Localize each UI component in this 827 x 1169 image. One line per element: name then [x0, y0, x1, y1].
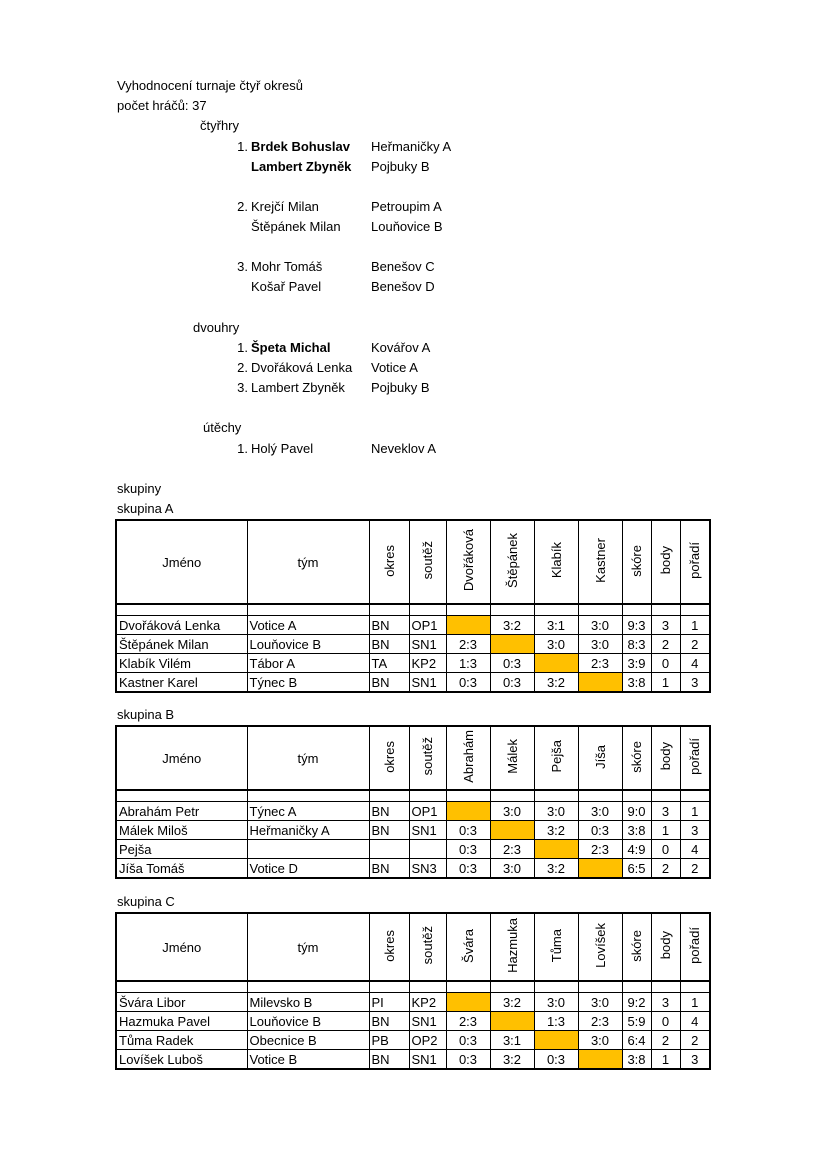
header-score [622, 913, 651, 981]
place-rank: 3. [237, 259, 248, 274]
header-score-text: skóre [629, 740, 644, 773]
cell-district [369, 840, 409, 859]
header-opponent-text: Tůma [548, 928, 564, 963]
header-opponent-text: Štěpánek [504, 533, 520, 588]
header-district-text: okres [381, 929, 397, 962]
cell-points: 1 [651, 1050, 680, 1070]
cell-score: 6:5 [622, 859, 651, 879]
document-title: Vyhodnocení turnaje čtyř okresů [117, 78, 303, 93]
cell-league: SN1 [409, 635, 446, 654]
cell-result: 3:2 [490, 1050, 534, 1070]
header-name-text: Jméno [162, 939, 202, 955]
cell-score: 3:8 [622, 821, 651, 840]
table-row [116, 654, 710, 673]
cell-self [534, 840, 578, 859]
cell-result: 3:2 [490, 993, 534, 1012]
header-team [247, 520, 369, 604]
cell-result: 0:3 [446, 859, 490, 879]
cell-team: Louňovice B [247, 635, 369, 654]
table-row [116, 673, 710, 693]
cell-result: 3:0 [534, 993, 578, 1012]
cell-result: 3:0 [578, 635, 622, 654]
cell-points: 2 [651, 1031, 680, 1050]
header-name [116, 913, 247, 981]
place-rank: 1. [237, 441, 248, 456]
header-district [369, 726, 409, 790]
header-points-text: body [658, 546, 673, 575]
cell-result: 3:0 [490, 859, 534, 879]
table-row [116, 993, 710, 1012]
doubles-heading: čtyřhry [200, 118, 239, 133]
header-points-text: body [658, 742, 673, 771]
cell-rank: 2 [680, 859, 710, 879]
table-row [116, 802, 710, 821]
cell-points: 3 [651, 993, 680, 1012]
table-row [116, 1050, 710, 1070]
cell-team: Týnec A [247, 802, 369, 821]
player-name: Brdek Bohuslav [251, 139, 350, 154]
cell-district: BN [369, 821, 409, 840]
cell-self [578, 859, 622, 879]
cell-team: Louňovice B [247, 1012, 369, 1031]
cell-result: 3:0 [578, 616, 622, 635]
cell-result: 3:1 [534, 616, 578, 635]
header-opponent-text: Pejša [548, 740, 564, 773]
cell-result: 0:3 [446, 821, 490, 840]
cell-district: PB [369, 1031, 409, 1050]
cell-team: Heřmaničky A [247, 821, 369, 840]
cell-rank: 4 [680, 840, 710, 859]
cell-name: Tůma Radek [116, 1031, 247, 1050]
cell-self [490, 1012, 534, 1031]
header-opponent-text: Málek [504, 739, 520, 774]
cell-team: Votice B [247, 1050, 369, 1070]
cell-points: 3 [651, 802, 680, 821]
header-district-text: okres [381, 740, 397, 773]
cell-score: 6:4 [622, 1031, 651, 1050]
cell-score: 3:9 [622, 654, 651, 673]
place-rank: 1. [237, 340, 248, 355]
header-score [622, 726, 651, 790]
cell-team: Obecnice B [247, 1031, 369, 1050]
cell-result: 0:3 [490, 654, 534, 673]
cell-name: Štěpánek Milan [116, 635, 247, 654]
cell-rank: 3 [680, 673, 710, 693]
table-row [116, 840, 710, 859]
header-league-text: soutěž [420, 926, 435, 965]
cell-result: 3:0 [578, 1031, 622, 1050]
cell-result: 2:3 [578, 1012, 622, 1031]
player-name: Holý Pavel [251, 441, 314, 456]
header-league [409, 913, 446, 981]
cell-self [446, 802, 490, 821]
header-opponent [578, 726, 622, 790]
player-team: Benešov C [371, 259, 435, 274]
doubles-place-2 [232, 199, 442, 215]
header-name-text: Jméno [162, 554, 202, 570]
cell-league: SN1 [409, 1012, 446, 1031]
cell-points: 1 [651, 673, 680, 693]
header-opponent [534, 726, 578, 790]
cell-score: 3:8 [622, 1050, 651, 1070]
cell-result: 0:3 [490, 673, 534, 693]
header-team [247, 726, 369, 790]
player-team: Pojbuky B [371, 380, 430, 395]
cell-rank: 3 [680, 821, 710, 840]
cell-result: 3:0 [578, 802, 622, 821]
cell-score: 9:3 [622, 616, 651, 635]
player-count: počet hráčů: 37 [117, 98, 207, 113]
cell-name: Málek Miloš [116, 821, 247, 840]
cell-result: 3:2 [534, 859, 578, 879]
header-opponent [490, 913, 534, 981]
header-team-text: tým [297, 939, 319, 955]
cell-result: 3:0 [534, 802, 578, 821]
cell-district: BN [369, 1012, 409, 1031]
player-name: Špeta Michal [251, 340, 331, 355]
header-league [409, 726, 446, 790]
cell-score: 8:3 [622, 635, 651, 654]
cell-self [446, 616, 490, 635]
header-rank-text: pořadí [687, 927, 703, 964]
player-name: Lambert Zbyněk [251, 380, 345, 395]
header-points-text: body [658, 931, 673, 960]
cell-league: KP2 [409, 654, 446, 673]
group-a-label: skupina A [117, 501, 174, 516]
header-opponent-text: Švára [460, 928, 476, 963]
cell-name: Švára Libor [116, 993, 247, 1012]
cell-points: 3 [651, 616, 680, 635]
place-rank: 2. [237, 199, 248, 214]
cell-rank: 2 [680, 1031, 710, 1050]
header-opponent-text: Hazmuka [504, 918, 520, 973]
header-opponent-text: Jíša [592, 744, 608, 769]
table-row [116, 821, 710, 840]
cell-result: 3:0 [534, 635, 578, 654]
player-team: Benešov D [371, 279, 435, 294]
cell-team: Týnec B [247, 673, 369, 693]
cell-score: 3:8 [622, 673, 651, 693]
group-c-label: skupina C [117, 894, 175, 909]
player-name: Mohr Tomáš [251, 259, 323, 274]
cell-self [490, 635, 534, 654]
table-row [116, 1012, 710, 1031]
header-opponent [446, 520, 490, 604]
cell-self [534, 1031, 578, 1050]
cell-team: Votice A [247, 616, 369, 635]
cell-league [409, 840, 446, 859]
cell-district: BN [369, 673, 409, 693]
cell-team: Tábor A [247, 654, 369, 673]
cell-rank: 1 [680, 993, 710, 1012]
header-row [116, 726, 710, 790]
header-district [369, 913, 409, 981]
group-b-table [115, 725, 711, 879]
header-opponent [490, 726, 534, 790]
cell-team: Votice D [247, 859, 369, 879]
header-district [369, 520, 409, 604]
header-points [651, 726, 680, 790]
cell-team: Milevsko B [247, 993, 369, 1012]
header-name-text: Jméno [162, 750, 202, 766]
cell-self [578, 673, 622, 693]
player-team: Pojbuky B [371, 159, 430, 174]
player-name: Košař Pavel [251, 279, 322, 294]
cell-self [578, 1050, 622, 1070]
cell-points: 2 [651, 635, 680, 654]
cell-result: 2:3 [446, 635, 490, 654]
header-opponent [578, 913, 622, 981]
cell-league: SN1 [409, 821, 446, 840]
player-name: Krejčí Milan [251, 199, 319, 214]
table-row [116, 635, 710, 654]
header-name [116, 520, 247, 604]
cell-district: PI [369, 993, 409, 1012]
player-team: Louňovice B [371, 219, 443, 234]
header-opponent-text: Lovíšek [592, 923, 608, 968]
groups-heading: skupiny [117, 481, 162, 496]
cell-league: OP1 [409, 616, 446, 635]
cell-points: 1 [651, 821, 680, 840]
place-rank: 3. [237, 380, 248, 395]
player-team: Neveklov A [371, 441, 437, 456]
header-rank [680, 726, 710, 790]
cell-score: 9:2 [622, 993, 651, 1012]
cell-result: 3:2 [534, 673, 578, 693]
cell-league: SN1 [409, 1050, 446, 1070]
header-league [409, 520, 446, 604]
header-opponent-text: Abrahám [460, 730, 476, 783]
header-score-text: skóre [629, 544, 644, 577]
cell-district: TA [369, 654, 409, 673]
cell-result: 3:2 [534, 821, 578, 840]
cell-result: 0:3 [578, 821, 622, 840]
header-name [116, 726, 247, 790]
player-name: Štěpánek Milan [251, 219, 341, 234]
header-rank-text: pořadí [687, 542, 703, 579]
singles-place-2 [232, 360, 418, 376]
header-league-text: soutěž [420, 737, 435, 776]
group-c-table [115, 912, 711, 1070]
cell-result: 0:3 [446, 673, 490, 693]
cell-name: Lovíšek Luboš [116, 1050, 247, 1070]
singles-place-1 [232, 340, 431, 356]
player-name: Dvořáková Lenka [251, 360, 353, 375]
header-opponent [578, 520, 622, 604]
cell-result: 3:0 [578, 993, 622, 1012]
place-rank: 2. [237, 360, 248, 375]
cell-rank: 1 [680, 616, 710, 635]
cell-name: Jíša Tomáš [116, 859, 247, 879]
cell-rank: 3 [680, 1050, 710, 1070]
singles-place-3 [232, 380, 430, 396]
consolation-place-1 [232, 441, 437, 457]
header-district-text: okres [381, 544, 397, 577]
header-opponent [446, 913, 490, 981]
cell-points: 0 [651, 654, 680, 673]
cell-result: 2:3 [490, 840, 534, 859]
header-rank [680, 520, 710, 604]
header-points [651, 913, 680, 981]
cell-rank: 1 [680, 802, 710, 821]
player-name: Lambert Zbyněk [251, 159, 352, 174]
cell-league: OP1 [409, 802, 446, 821]
header-row [116, 520, 710, 604]
cell-team [247, 840, 369, 859]
consolation-heading: útěchy [203, 420, 242, 435]
header-team-text: tým [297, 750, 319, 766]
cell-league: KP2 [409, 993, 446, 1012]
header-score-text: skóre [629, 929, 644, 962]
doubles-place-1 [232, 139, 452, 155]
cell-district: BN [369, 635, 409, 654]
cell-result: 3:2 [490, 616, 534, 635]
cell-result: 3:1 [490, 1031, 534, 1050]
header-score [622, 520, 651, 604]
cell-district: BN [369, 616, 409, 635]
header-opponent [534, 913, 578, 981]
cell-rank: 4 [680, 1012, 710, 1031]
cell-district: BN [369, 859, 409, 879]
header-opponent [446, 726, 490, 790]
cell-result: 0:3 [446, 840, 490, 859]
cell-rank: 4 [680, 654, 710, 673]
cell-result: 2:3 [446, 1012, 490, 1031]
doubles-place-3 [232, 259, 435, 275]
cell-rank: 2 [680, 635, 710, 654]
header-row [116, 913, 710, 981]
cell-result: 0:3 [446, 1031, 490, 1050]
header-opponent [490, 520, 534, 604]
player-team: Heřmaničky A [371, 139, 452, 154]
cell-self [446, 993, 490, 1012]
cell-name: Dvořáková Lenka [116, 616, 247, 635]
cell-name: Abrahám Petr [116, 802, 247, 821]
cell-result: 0:3 [446, 1050, 490, 1070]
header-opponent-text: Klabík [548, 542, 564, 579]
header-rank-text: pořadí [687, 738, 703, 775]
cell-points: 2 [651, 859, 680, 879]
cell-district: BN [369, 802, 409, 821]
header-rank [680, 913, 710, 981]
cell-self [490, 821, 534, 840]
cell-name: Hazmuka Pavel [116, 1012, 247, 1031]
cell-league: SN3 [409, 859, 446, 879]
group-a-table [115, 519, 711, 693]
cell-result: 1:3 [446, 654, 490, 673]
player-team: Kovářov A [371, 340, 431, 355]
cell-result: 3:0 [490, 802, 534, 821]
header-points [651, 520, 680, 604]
player-team: Petroupim A [371, 199, 442, 214]
cell-name: Pejša [116, 840, 247, 859]
cell-points: 0 [651, 840, 680, 859]
header-opponent-text: Kastner [592, 538, 608, 583]
cell-self [534, 654, 578, 673]
cell-result: 2:3 [578, 840, 622, 859]
place-rank: 1. [237, 139, 248, 154]
header-team [247, 913, 369, 981]
cell-league: SN1 [409, 673, 446, 693]
cell-district: BN [369, 1050, 409, 1070]
player-team: Votice A [371, 360, 418, 375]
cell-name: Kastner Karel [116, 673, 247, 693]
header-league-text: soutěž [420, 541, 435, 580]
cell-score: 5:9 [622, 1012, 651, 1031]
table-row [116, 1031, 710, 1050]
singles-heading: dvouhry [193, 320, 240, 335]
header-opponent-text: Dvořáková [460, 529, 476, 592]
header-opponent [534, 520, 578, 604]
table-row [116, 616, 710, 635]
cell-score: 9:0 [622, 802, 651, 821]
cell-points: 0 [651, 1012, 680, 1031]
cell-result: 1:3 [534, 1012, 578, 1031]
header-team-text: tým [297, 554, 319, 570]
cell-result: 0:3 [534, 1050, 578, 1070]
group-b-label: skupina B [117, 707, 175, 722]
table-row [116, 859, 710, 879]
cell-name: Klabík Vilém [116, 654, 247, 673]
cell-score: 4:9 [622, 840, 651, 859]
cell-result: 2:3 [578, 654, 622, 673]
cell-league: OP2 [409, 1031, 446, 1050]
